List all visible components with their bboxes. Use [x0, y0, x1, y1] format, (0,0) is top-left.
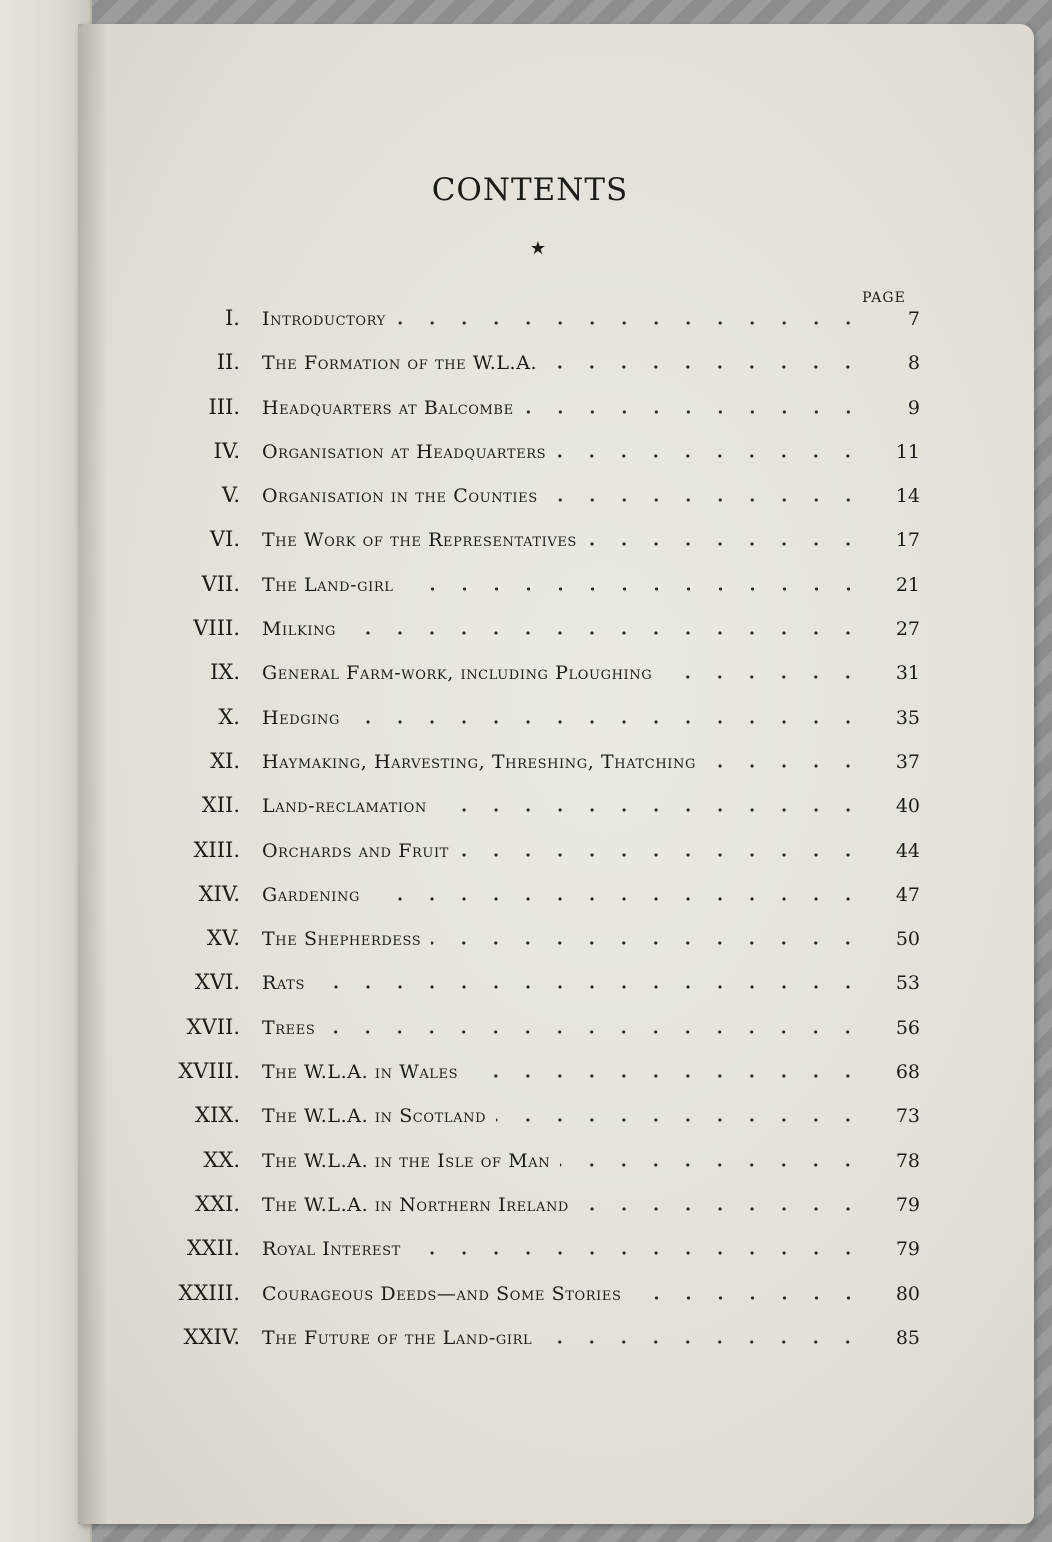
- chapter-page-number: 79: [895, 1193, 920, 1216]
- chapter-page-number: 8: [907, 352, 920, 375]
- chapter-page-number: 44: [895, 839, 920, 862]
- dot-leader: [496, 1118, 864, 1122]
- chapter-title: The W.L.A. in Wales: [262, 1061, 459, 1084]
- toc-entry: [160, 838, 920, 882]
- star-ornament-icon: ★: [529, 238, 547, 259]
- dot-leader: [370, 897, 864, 901]
- dot-leader: [548, 498, 864, 502]
- toc-entry: [160, 527, 920, 571]
- chapter-page-number: 78: [895, 1149, 920, 1172]
- chapter-page-number: 68: [895, 1061, 920, 1084]
- toc-entry: [160, 926, 920, 970]
- toc-entry: [160, 1059, 920, 1103]
- toc-entry: [160, 395, 920, 439]
- chapter-page-number: 80: [895, 1282, 920, 1305]
- chapter-title: The W.L.A. in Northern Ireland: [262, 1193, 569, 1216]
- dot-leader: [437, 808, 864, 812]
- chapter-number: XVIII.: [178, 1059, 240, 1084]
- chapter-title: Rats: [262, 972, 305, 995]
- page-title: CONTENTS: [431, 172, 629, 208]
- chapter-number: VIII.: [193, 616, 240, 641]
- toc-entry: [160, 1281, 920, 1325]
- dot-leader: [346, 631, 864, 635]
- toc-entry: [160, 660, 920, 704]
- chapter-number: IV.: [213, 438, 240, 463]
- dot-leader: [468, 1074, 864, 1078]
- toc-entry: [160, 572, 920, 616]
- chapter-number: XIV.: [198, 881, 240, 906]
- chapter-number: IX.: [210, 660, 240, 685]
- toc-entry: [160, 749, 920, 793]
- toc-entry: [160, 439, 920, 483]
- chapter-number: VII.: [201, 571, 240, 596]
- page-column-header: PAGE: [862, 290, 906, 306]
- chapter-title: Courageous Deeds—and Some Stories: [262, 1282, 622, 1305]
- chapter-title: The Future of the Land-girl: [262, 1326, 533, 1349]
- dot-leader: [560, 1163, 864, 1167]
- toc-entry: [160, 1148, 920, 1192]
- chapter-page-number: 85: [895, 1326, 920, 1349]
- chapter-page-number: 27: [895, 618, 920, 641]
- dot-leader: [542, 1340, 864, 1344]
- page-gutter-shadow: [78, 24, 108, 1524]
- toc-entry: [160, 350, 920, 394]
- chapter-title: The Land-girl: [262, 573, 394, 596]
- chapter-page-number: 73: [895, 1105, 920, 1128]
- chapter-number: VI.: [209, 527, 240, 552]
- chapter-title: Headquarters at Balcombe: [262, 396, 514, 419]
- chapter-title: The W.L.A. in the Isle of Man: [262, 1149, 551, 1172]
- chapter-title: Haymaking, Harvesting, Threshing, Thatching: [262, 750, 696, 773]
- chapter-title: Orchards and Fruit: [262, 839, 449, 862]
- chapter-page-number: 50: [895, 928, 920, 951]
- chapter-title: Milking: [262, 618, 337, 641]
- chapter-number: II.: [216, 350, 240, 375]
- chapter-title: The Formation of the W.L.A.: [262, 352, 538, 375]
- chapter-title: Hedging: [262, 706, 340, 729]
- chapter-title: General Farm-work, including Ploughing: [262, 662, 653, 685]
- chapter-page-number: 47: [895, 883, 920, 906]
- table-of-contents: [160, 306, 920, 1369]
- dot-leader: [579, 1207, 864, 1211]
- dot-leader: [350, 720, 864, 724]
- toc-entry: [160, 616, 920, 660]
- dot-leader: [431, 941, 864, 945]
- chapter-number: XVI.: [194, 970, 240, 995]
- dot-leader: [325, 1030, 864, 1034]
- chapter-page-number: 9: [907, 396, 920, 419]
- chapter-title: Organisation in the Counties: [262, 485, 538, 508]
- chapter-title: Land-reclamation: [262, 795, 427, 818]
- chapter-number: XV.: [206, 926, 240, 951]
- dot-leader: [632, 1296, 864, 1300]
- chapter-number: I.: [225, 306, 240, 330]
- chapter-number: XXI.: [195, 1191, 240, 1216]
- chapter-number: XX.: [203, 1147, 240, 1172]
- chapter-title: The Work of the Representatives: [262, 529, 577, 552]
- toc-entry: [160, 483, 920, 527]
- toc-entry: [160, 1325, 920, 1369]
- toc-entry: [160, 306, 920, 350]
- chapter-page-number: 35: [895, 706, 920, 729]
- toc-entry: [160, 793, 920, 837]
- chapter-page-number: 56: [895, 1016, 920, 1039]
- chapter-page-number: 11: [895, 440, 920, 463]
- chapter-page-number: 40: [895, 795, 920, 818]
- chapter-page-number: 79: [895, 1238, 920, 1261]
- dot-leader: [662, 675, 864, 679]
- toc-entry: [160, 970, 920, 1014]
- chapter-title: Introductory: [262, 308, 386, 330]
- dot-leader: [411, 1251, 864, 1255]
- chapter-page-number: 7: [907, 308, 920, 330]
- chapter-page-number: 53: [895, 972, 920, 995]
- chapter-title: The Shepherdess: [262, 928, 422, 951]
- chapter-number: XXIV.: [183, 1324, 240, 1349]
- toc-entry: [160, 1192, 920, 1236]
- toc-entry: [160, 1015, 920, 1059]
- chapter-number: XIX.: [195, 1103, 240, 1128]
- chapter-title: The W.L.A. in Scotland: [262, 1105, 487, 1128]
- chapter-title: Trees: [262, 1016, 316, 1039]
- dot-leader: [524, 410, 864, 414]
- toc-entry: [160, 1103, 920, 1147]
- chapter-number: XIII.: [193, 837, 240, 862]
- chapter-number: XI.: [210, 748, 240, 773]
- chapter-title: Organisation at Headquarters: [262, 440, 547, 463]
- dot-leader: [706, 764, 864, 768]
- chapter-number: XVII.: [186, 1014, 240, 1039]
- chapter-number: XII.: [201, 793, 240, 818]
- chapter-number: III.: [208, 394, 240, 419]
- chapter-page-number: 14: [895, 485, 920, 508]
- dot-leader: [587, 542, 864, 546]
- dot-leader: [459, 853, 864, 857]
- toc-entry: [160, 882, 920, 926]
- chapter-number: XXII.: [186, 1236, 240, 1261]
- dot-leader: [547, 365, 864, 369]
- chapter-number: XXIII.: [178, 1280, 240, 1305]
- chapter-page-number: 37: [895, 750, 920, 773]
- dot-leader: [556, 454, 864, 458]
- chapter-page-number: 31: [895, 662, 920, 685]
- chapter-title: Gardening: [262, 883, 360, 906]
- dot-leader: [404, 587, 864, 591]
- chapter-number: X.: [218, 704, 240, 729]
- dot-leader: [315, 985, 864, 989]
- chapter-number: V.: [221, 483, 240, 508]
- chapter-page-number: 21: [895, 573, 920, 596]
- dot-leader: [396, 321, 864, 325]
- toc-entry: [160, 705, 920, 749]
- chapter-title: Royal Interest: [262, 1238, 401, 1261]
- toc-entry: [160, 1236, 920, 1280]
- chapter-page-number: 17: [895, 529, 920, 552]
